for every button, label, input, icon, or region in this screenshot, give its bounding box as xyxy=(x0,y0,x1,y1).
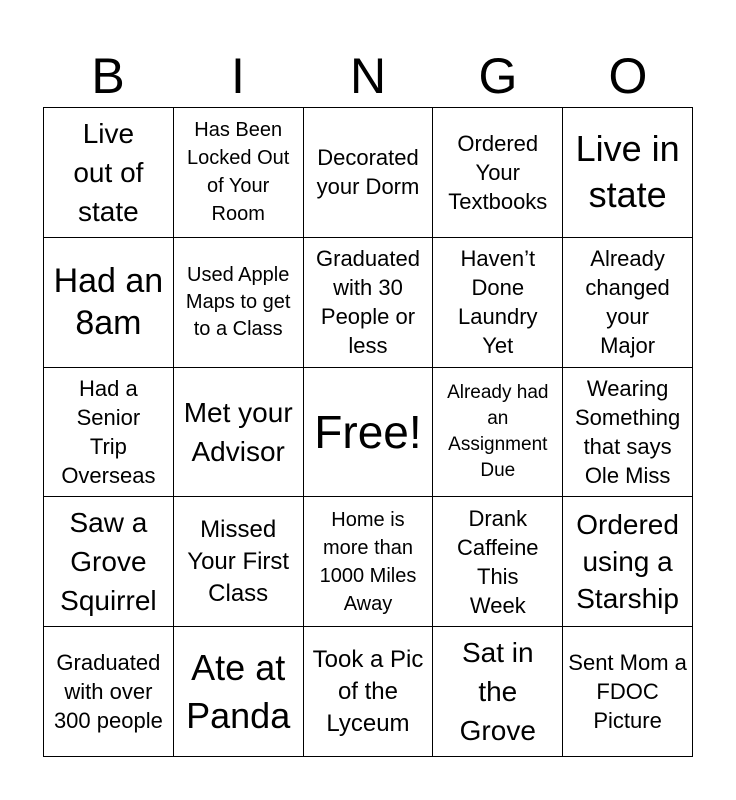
bingo-cell[interactable] xyxy=(433,627,563,757)
cell-text: Haven’t Done Laundry Yet xyxy=(458,246,538,359)
cell-text: Already had an Assignment Due xyxy=(447,381,549,481)
cell-text: Had an 8am xyxy=(53,262,164,343)
bingo-cell[interactable] xyxy=(174,497,304,627)
bingo-cell[interactable] xyxy=(174,238,304,368)
bingo-cell[interactable] xyxy=(563,368,693,498)
bingo-cell[interactable] xyxy=(174,368,304,498)
cell-text: Live in state xyxy=(575,128,680,216)
bingo-cell[interactable] xyxy=(433,108,563,238)
cell-text: Ordered using a Starship xyxy=(576,509,679,615)
cell-text: Saw a Grove Squirrel xyxy=(60,507,157,617)
header-letter-i: I xyxy=(231,48,245,104)
cell-text: Drank Caffeine This Week xyxy=(457,505,539,618)
cell-text: Graduated with 30 People or less xyxy=(316,246,420,359)
cell-text: Has Been Locked Out of Your Room xyxy=(187,119,290,226)
bingo-cell[interactable] xyxy=(563,627,693,757)
cell-text: Graduated with over 300 people xyxy=(53,650,163,734)
bingo-cell[interactable] xyxy=(563,497,693,627)
cell-text: Missed Your First Class xyxy=(187,515,290,607)
bingo-cell free-space[interactable] xyxy=(304,368,434,498)
bingo-cell[interactable] xyxy=(44,627,174,757)
cell-text: Wearing Something that says Ole Miss xyxy=(575,375,681,488)
bingo-cell[interactable] xyxy=(44,108,174,238)
cell-text: Sat in the Grove xyxy=(459,637,536,747)
cell-text: Ate at Panda xyxy=(186,646,291,736)
bingo-cell[interactable] xyxy=(304,497,434,627)
bingo-cell[interactable] xyxy=(174,627,304,757)
bingo-header xyxy=(43,44,693,108)
bingo-cell[interactable] xyxy=(433,238,563,368)
cell-text: Already changed your Major xyxy=(585,246,670,359)
bingo-board xyxy=(43,107,693,757)
cell-text: Free! xyxy=(314,405,422,458)
header-letter-o: O xyxy=(608,48,648,104)
bingo-cell[interactable] xyxy=(304,238,434,368)
bingo-cell[interactable] xyxy=(433,368,563,498)
cell-text: Sent Mom a FDOC Picture xyxy=(568,650,687,734)
cell-text: Live out of state xyxy=(73,117,144,227)
cell-text: Ordered Your Textbooks xyxy=(448,130,548,214)
bingo-cell[interactable] xyxy=(304,108,434,238)
cell-text: Had a Senior Trip Overseas xyxy=(61,375,156,488)
bingo-cell[interactable] xyxy=(174,108,304,238)
bingo-cell[interactable] xyxy=(563,108,693,238)
bingo-cell[interactable] xyxy=(44,497,174,627)
header-letter-b: B xyxy=(91,48,125,104)
header-letter-g: G xyxy=(478,48,518,104)
bingo-cell[interactable] xyxy=(44,238,174,368)
bingo-cell[interactable] xyxy=(44,368,174,498)
bingo-cell[interactable] xyxy=(433,497,563,627)
cell-text: Decorated your Dorm xyxy=(316,145,420,200)
bingo-cell[interactable] xyxy=(304,627,434,757)
cell-text: Used Apple Maps to get to a Class xyxy=(185,263,291,340)
header-letter-n: N xyxy=(349,48,387,104)
bingo-cell[interactable] xyxy=(563,238,693,368)
cell-text: Met your Advisor xyxy=(183,396,293,467)
cell-text: Home is more than 1000 Miles Away xyxy=(319,508,417,615)
cell-text: Took a Pic of the Lyceum xyxy=(312,645,424,737)
